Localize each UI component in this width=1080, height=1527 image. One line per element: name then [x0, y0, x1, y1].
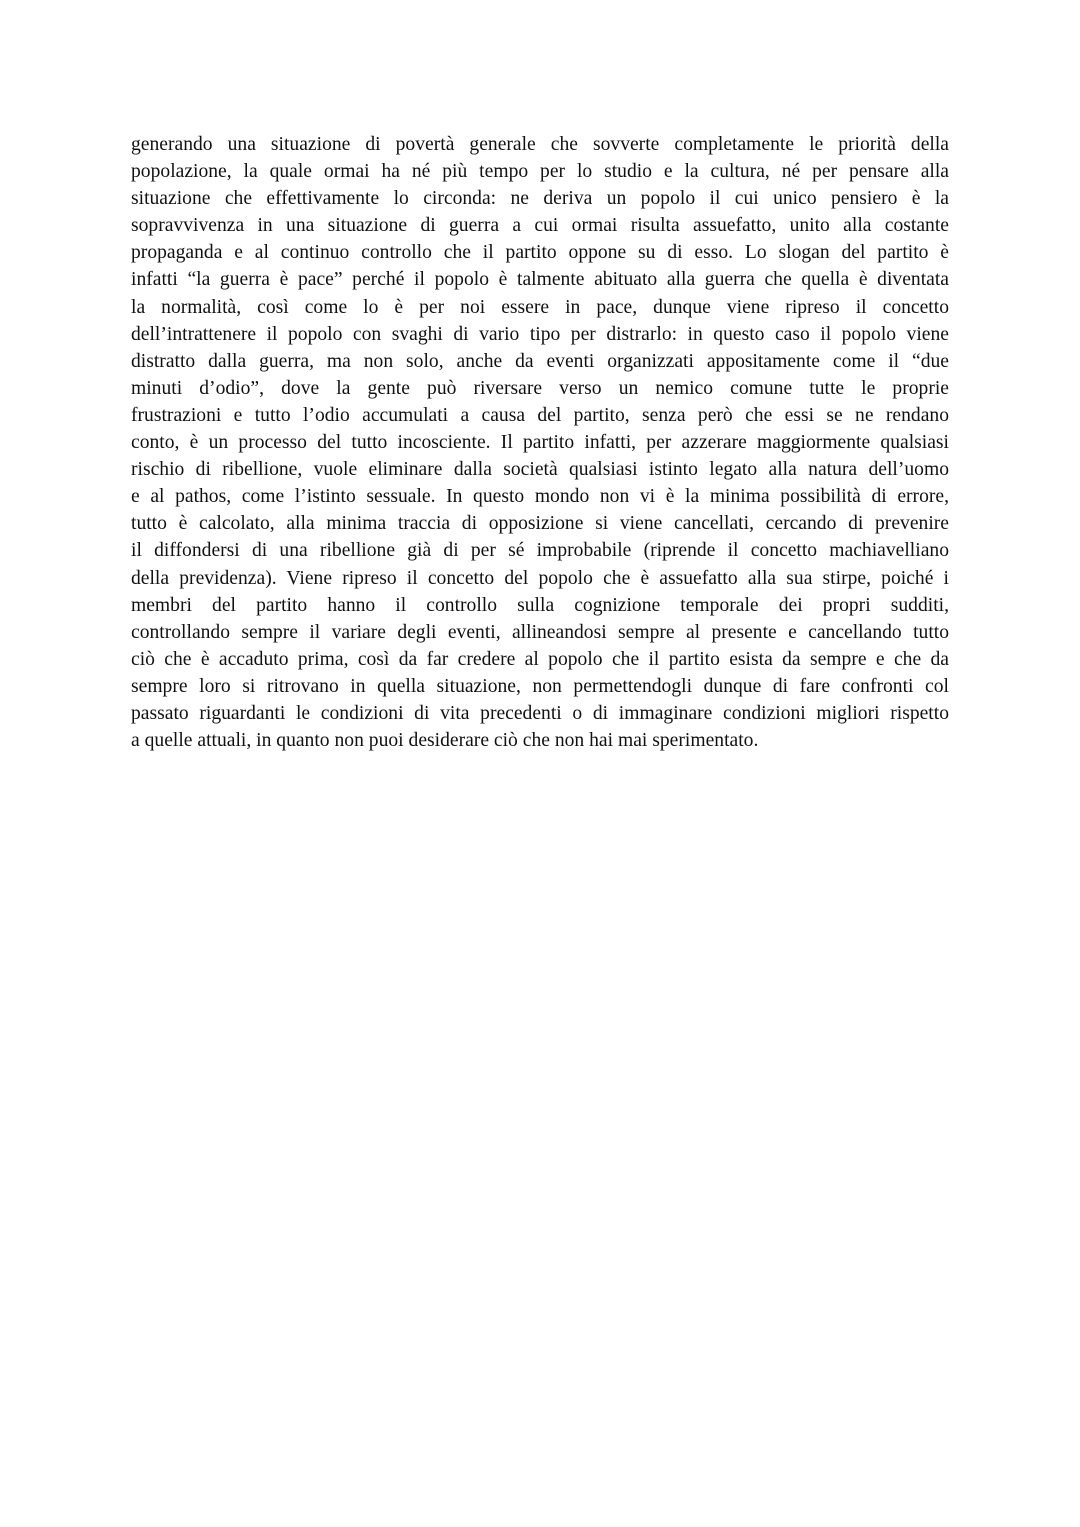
paragraph-line: ciò che è accaduto prima, così da far credere al popolo che il partito esista da sempre e che da: [131, 648, 949, 670]
paragraph-line: sempre loro si ritrovano in quella situazione, non permettendogli dunque di fare confronti col: [131, 675, 949, 697]
paragraph-line: passato riguardanti le condizioni di vita precedenti o di immaginare condizioni migliori rispetto: [131, 702, 949, 724]
paragraph-line: rischio di ribellione, vuole eliminare dalla società qualsiasi istinto legato alla natura dell’uomo: [131, 459, 949, 481]
paragraph-line: e al pathos, come l’istinto sessuale. In questo mondo non vi è la minima possibilità di errore,: [131, 486, 949, 508]
paragraph-line: popolazione, la quale ormai ha né più tempo per lo studio e la cultura, né per pensare alla: [131, 161, 949, 183]
paragraph-line: sopravvivenza in una situazione di guerra a cui ormai risulta assuefatto, unito alla costante: [131, 215, 949, 237]
paragraph-line: la normalità, così come lo è per noi essere in pace, dunque viene ripreso il concetto: [131, 296, 949, 318]
paragraph-last-line: a quelle attuali, in quanto non puoi desiderare ciò che non hai mai sperimentato.: [131, 730, 759, 752]
body-paragraph: [131, 131, 949, 754]
paragraph-line: tutto è calcolato, alla minima traccia di opposizione si viene cancellati, cercando di prevenire: [131, 513, 949, 535]
paragraph-line: membri del partito hanno il controllo sulla cognizione temporale dei propri sudditi,: [131, 594, 949, 616]
paragraph-line: il diffondersi di una ribellione già di per sé improbabile (riprende il concetto machiavelliano: [131, 540, 949, 562]
paragraph-line: della previdenza). Viene ripreso il concetto del popolo che è assuefatto alla sua stirpe, poiché i: [131, 567, 949, 589]
paragraph-line: propaganda e al continuo controllo che il partito oppone su di esso. Lo slogan del partito è: [131, 242, 949, 264]
paragraph-line: dell’intrattenere il popolo con svaghi di vario tipo per distrarlo: in questo caso il popolo viene: [131, 323, 949, 345]
paragraph-line: generando una situazione di povertà generale che sovverte completamente le priorità della: [131, 134, 949, 155]
paragraph-line: minuti d’odio”, dove la gente può riversare verso un nemico comune tutte le proprie: [131, 377, 949, 399]
paragraph-line: conto, è un processo del tutto incosciente. Il partito infatti, per azzerare maggiormente qualsiasi: [131, 432, 949, 454]
paragraph-line: situazione che effettivamente lo circonda: ne deriva un popolo il cui unico pensiero è la: [131, 188, 949, 210]
paragraph-line: distratto dalla guerra, ma non solo, anche da eventi organizzati appositamente come il “due: [131, 350, 949, 372]
paragraph-line: frustrazioni e tutto l’odio accumulati a causa del partito, senza però che essi se ne rendano: [131, 404, 949, 426]
paragraph-line: infatti “la guerra è pace” perché il popolo è talmente abituato alla guerra che quella è diventata: [131, 269, 949, 291]
paragraph-line: controllando sempre il variare degli eventi, allineandosi sempre al presente e cancellando tutto: [131, 621, 949, 643]
